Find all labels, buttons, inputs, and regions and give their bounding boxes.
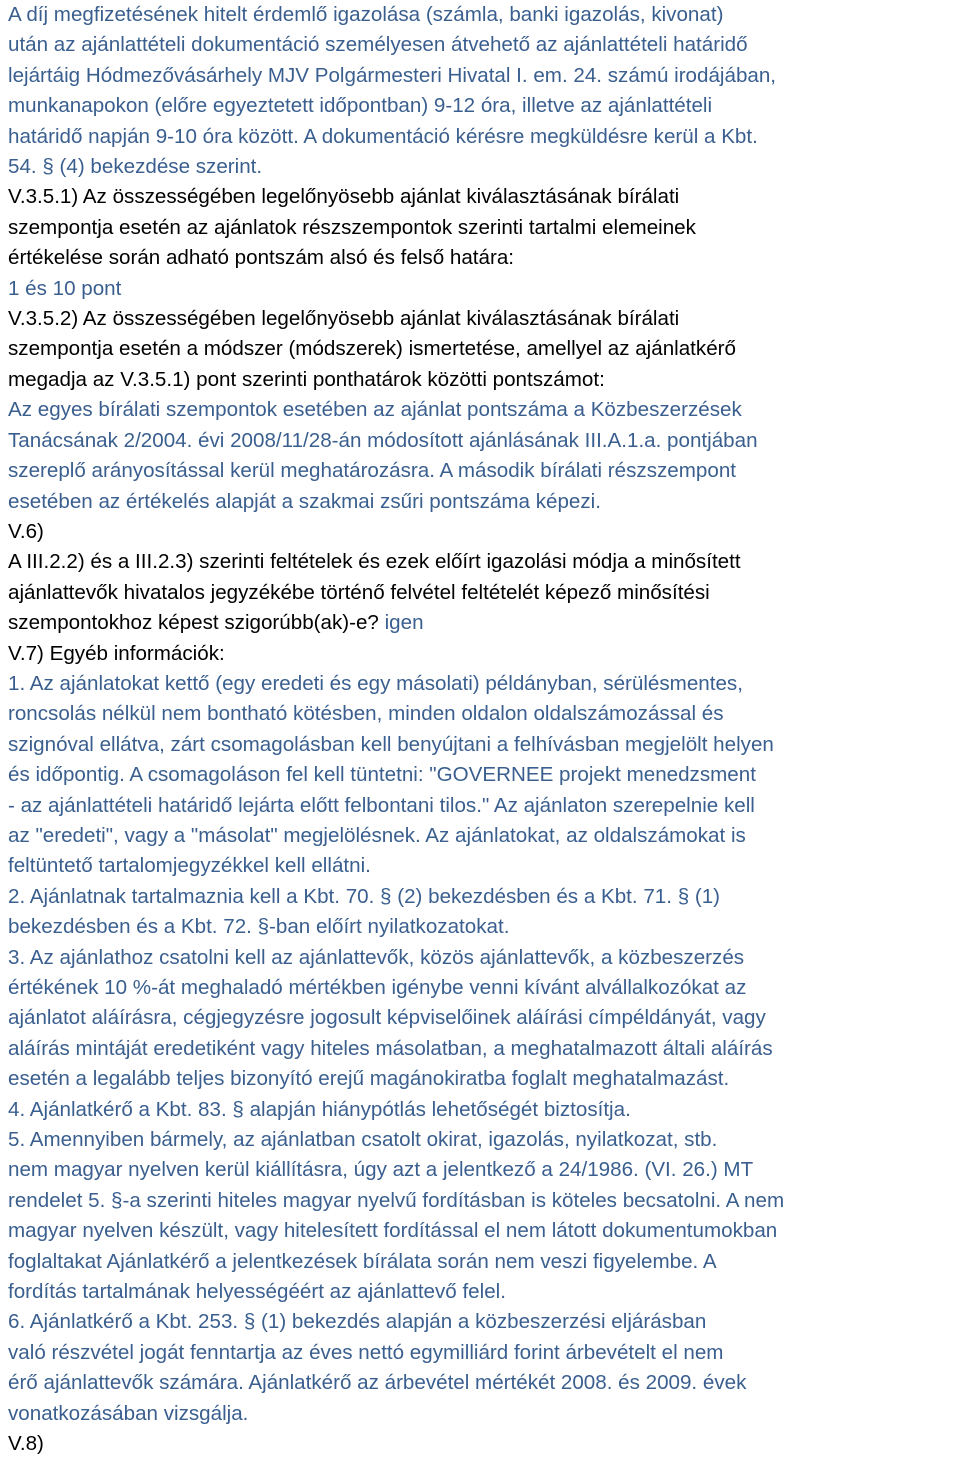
document-text [8, 0, 954, 1460]
text-line [8, 213, 954, 243]
value-text: vonatkozásában vizsgálja. [8, 1401, 249, 1425]
value-text: aláírás mintáját eredetiként vagy hiteles másolatban, a meghatalmazott általi aláírás [8, 1036, 773, 1060]
value-text: 3. Az ajánlathoz csatolni kell az ajánlattevők, közös ajánlattevők, a közbeszerzés [8, 945, 745, 969]
value-text: igen [384, 611, 424, 635]
text-line [8, 1125, 954, 1155]
text-line [8, 487, 954, 517]
text-line [8, 882, 954, 912]
label-text: V.7) Egyéb információk: [8, 641, 225, 665]
text-line [8, 1186, 954, 1216]
value-text: érő ajánlattevők számára. Ajánlatkérő az árbevétel mértékét 2008. és 2009. évek [8, 1371, 747, 1395]
text-line [8, 973, 954, 1003]
text-line [8, 395, 954, 425]
text-line [8, 547, 954, 577]
value-text: foglaltakat Ajánlatkérő a jelentkezések bírálata során nem veszi figyelembe. A [8, 1249, 717, 1273]
text-line [8, 1155, 954, 1185]
value-text: 54. § (4) bekezdése szerint. [8, 155, 263, 179]
value-text: rendelet 5. §-a szerinti hiteles magyar nyelvű fordításban is köteles becsatolni. A nem [8, 1188, 785, 1212]
label-text: értékelése során adható pontszám alsó és felső határa: [8, 246, 514, 270]
label-text: V.8) [8, 1432, 44, 1456]
text-line [8, 1368, 954, 1398]
label-text: megadja az V.3.5.1) pont szerinti ponthatárok közötti pontszámot: [8, 367, 605, 391]
text-line [8, 1429, 954, 1459]
text-line [8, 456, 954, 486]
text-line [8, 730, 954, 760]
value-text: munkanapokon (előre egyeztetett időpontban) 9-12 óra, illetve az ajánlattételi [8, 94, 713, 118]
text-line [8, 851, 954, 881]
text-line [8, 274, 954, 304]
label-text: szempontja esetén a módszer (módszerek) ismertetése, amellyel az ajánlatkérő [8, 337, 736, 361]
text-line [8, 608, 954, 638]
text-line [8, 1095, 954, 1125]
text-line [8, 912, 954, 942]
value-text: az "eredeti", vagy a "másolat" megjelölésnek. Az ajánlatokat, az oldalszámokat is [8, 823, 746, 847]
value-text: 1. Az ajánlatokat kettő (egy eredeti és egy másolati) példányban, sérülésmentes, [8, 671, 743, 695]
text-line [8, 943, 954, 973]
text-line [8, 639, 954, 669]
text-line [8, 334, 954, 364]
text-line [8, 61, 954, 91]
text-line [8, 0, 954, 30]
value-text: 5. Amennyiben bármely, az ajánlatban csatolt okirat, igazolás, nyilatkozat, stb. [8, 1128, 718, 1152]
value-text: szignóval ellátva, zárt csomagolásban kell benyújtani a felhívásban megjelölt helyen [8, 732, 774, 756]
value-text: szereplő arányosítással kerül meghatározásra. A második bírálati részszempont [8, 459, 736, 483]
value-text: Az egyes bírálati szempontok esetében az ajánlat pontszáma a Közbeszerzések [8, 398, 742, 422]
text-line [8, 699, 954, 729]
value-text: 2. Ajánlatnak tartalmaznia kell a Kbt. 70. § (2) bekezdésben és a Kbt. 71. § (1) [8, 884, 721, 908]
value-text: 4. Ajánlatkérő a Kbt. 83. § alapján hiánypótlás lehetőségét biztosítja. [8, 1097, 631, 1121]
text-line [8, 1003, 954, 1033]
label-text: A III.2.2) és a III.2.3) szerinti feltételek és ezek előírt igazolási módja a minősített [8, 550, 741, 574]
text-line [8, 1277, 954, 1307]
value-text: után az ajánlattételi dokumentáció személyesen átvehető az ajánlattételi határidő [8, 33, 748, 57]
value-text: lejártáig Hódmezővásárhely MJV Polgármesteri Hivatal I. em. 24. számú irodájában, [8, 63, 777, 87]
text-line [8, 1338, 954, 1368]
text-line [8, 791, 954, 821]
value-text: való részvétel jogát fenntartja az éves nettó egymilliárd forint árbevételt el nem [8, 1340, 724, 1364]
text-line [8, 1034, 954, 1064]
value-text: és időpontig. A csomagoláson fel kell tüntetni: "GOVERNEE projekt menedzsment [8, 763, 756, 787]
label-text: V.3.5.1) Az összességében legelőnyösebb ajánlat kiválasztásának bírálati [8, 185, 680, 209]
text-line [8, 91, 954, 121]
text-line [8, 578, 954, 608]
text-line [8, 1399, 954, 1429]
value-text: ajánlatot aláírásra, cégjegyzésre jogosult képviselőinek aláírási címpéldányát, vagy [8, 1006, 766, 1030]
value-text: Tanácsának 2/2004. évi 2008/11/28-án módosított ajánlásának III.A.1.a. pontjában [8, 428, 758, 452]
text-line [8, 1064, 954, 1094]
label-text: V.3.5.2) Az összességében legelőnyösebb ajánlat kiválasztásának bírálati [8, 307, 680, 331]
text-line [8, 182, 954, 212]
value-text: esetén a legalább teljes bizonyító erejű magánokiratba foglalt meghatalmazást. [8, 1067, 730, 1091]
label-text: ajánlattevők hivatalos jegyzékébe történő felvétel feltételét képező minősítési [8, 580, 710, 604]
text-line [8, 304, 954, 334]
value-text: határidő napján 9-10 óra között. A dokumentáció kérésre megküldésre kerül a Kbt. [8, 124, 758, 148]
value-text: 6. Ajánlatkérő a Kbt. 253. § (1) bekezdés alapján a közbeszerzési eljárásban [8, 1310, 707, 1334]
value-text: bekezdésben és a Kbt. 72. §-ban előírt nyilatkozatokat. [8, 915, 510, 939]
value-text: magyar nyelven készült, vagy hitelesített fordítással el nem látott dokumentumokban [8, 1219, 778, 1243]
value-text: nem magyar nyelven kerül kiállításra, úgy azt a jelentkező a 24/1986. (VI. 26.) MT [8, 1158, 754, 1182]
label-text: szempontja esetén az ajánlatok részszempontok szerinti tartalmi elemeinek [8, 215, 696, 239]
value-text: - az ajánlattételi határidő lejárta előtt felbontani tilos." Az ajánlaton szerepelnie kell [8, 793, 755, 817]
text-line [8, 1247, 954, 1277]
value-text: esetében az értékelés alapját a szakmai zsűri pontszáma képezi. [8, 489, 601, 513]
value-text: roncsolás nélkül nem bontható kötésben, minden oldalon oldalszámozással és [8, 702, 724, 726]
label-text: szempontokhoz képest szigorúbb(ak)-e? [8, 611, 385, 635]
text-line [8, 30, 954, 60]
text-line [8, 517, 954, 547]
text-line [8, 1216, 954, 1246]
text-line [8, 152, 954, 182]
text-line [8, 365, 954, 395]
text-line [8, 760, 954, 790]
text-line [8, 821, 954, 851]
label-text: V.6) [8, 519, 44, 543]
value-text: értékének 10 %-át meghaladó mértékben igénybe venni kívánt alvállalkozókat az [8, 976, 747, 999]
text-line [8, 426, 954, 456]
text-line [8, 669, 954, 699]
value-text: 1 és 10 pont [8, 276, 122, 300]
text-line [8, 243, 954, 273]
text-line [8, 1307, 954, 1337]
value-text: fordítás tartalmának helyességéért az ajánlattevő felel. [8, 1280, 506, 1304]
value-text: feltüntető tartalomjegyzékkel kell ellátni. [8, 854, 371, 878]
value-text: A díj megfizetésének hitelt érdemlő igazolása (számla, banki igazolás, kivonat) [8, 3, 724, 26]
text-line [8, 122, 954, 152]
